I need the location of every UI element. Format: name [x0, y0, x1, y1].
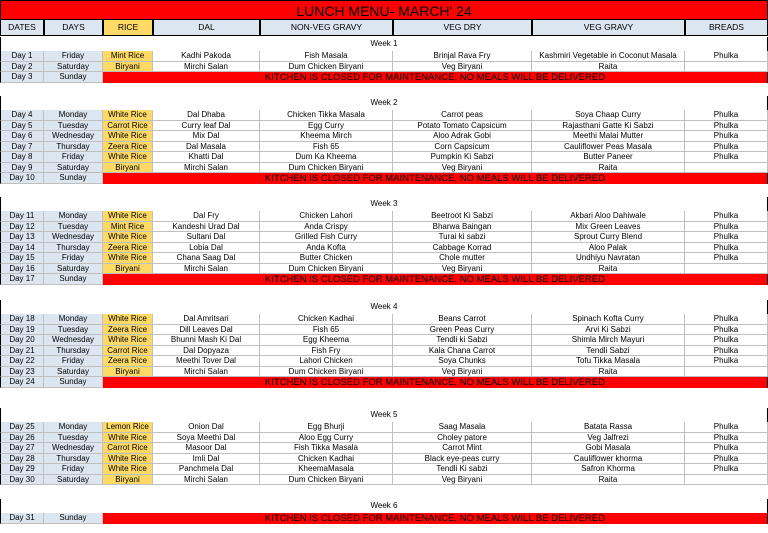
nonveg-cell: Dum Chicken Biryani: [260, 264, 393, 275]
date-cell: Day 15: [0, 253, 44, 264]
vegdry-cell: Brinjal Rava Fry: [393, 51, 532, 62]
day-cell: Monday: [44, 422, 103, 433]
nonveg-cell: Anda Crispy: [260, 222, 393, 233]
date-cell: Day 29: [0, 464, 44, 475]
bread-cell: [685, 163, 768, 174]
bread-cell: Phulka: [685, 131, 768, 142]
nonveg-cell: Butter Chicken: [260, 253, 393, 264]
bread-cell: Phulka: [685, 232, 768, 243]
veggravy-cell: Kashmiri Vegetable in Coconut Masala: [532, 51, 685, 62]
nonveg-cell: Fish Masala: [260, 51, 393, 62]
nonveg-cell: Dum Chicken Biryani: [260, 62, 393, 73]
day-cell: Thursday: [44, 346, 103, 357]
table-row: [0, 51, 768, 62]
dal-cell: Mirchi Salan: [153, 163, 260, 174]
veggravy-cell: Soya Chaap Curry: [532, 110, 685, 121]
bread-cell: Phulka: [685, 346, 768, 357]
dal-cell: Mirchi Salan: [153, 367, 260, 378]
table-row: [0, 152, 768, 163]
day-cell: Monday: [44, 110, 103, 121]
dal-cell: Chana Saag Dal: [153, 253, 260, 264]
dal-cell: Dal Dhaba: [153, 110, 260, 121]
rice-cell: White Rice: [103, 464, 153, 475]
dal-cell: Soya Meethi Dal: [153, 433, 260, 444]
table-row: [0, 325, 768, 336]
table-row: [0, 72, 768, 83]
rice-cell: Zeera Rice: [103, 243, 153, 254]
date-cell: Day 19: [0, 325, 44, 336]
column-header-nonveg: NON-VEG GRAVY: [260, 20, 393, 36]
column-header-dal: DAL: [153, 20, 260, 36]
nonveg-cell: Kheema Mirch: [260, 131, 393, 142]
table-row: [0, 62, 768, 73]
day-cell: Saturday: [44, 264, 103, 275]
table-row: [0, 335, 768, 346]
dal-cell: Dal Dopyaza: [153, 346, 260, 357]
bread-cell: Phulka: [685, 314, 768, 325]
bread-cell: Phulka: [685, 464, 768, 475]
week-label: Week 6: [0, 499, 768, 513]
nonveg-cell: Dum Chicken Biryani: [260, 475, 393, 486]
nonveg-cell: Chicken Kadhai: [260, 314, 393, 325]
bread-cell: [685, 264, 768, 275]
rice-cell: Zeera Rice: [103, 142, 153, 153]
dal-cell: Lobia Dal: [153, 243, 260, 254]
vegdry-cell: Aloo Adrak Gobi: [393, 131, 532, 142]
table-row: [0, 356, 768, 367]
day-cell: Sunday: [44, 513, 103, 524]
veggravy-cell: Sprout Curry Blend: [532, 232, 685, 243]
day-cell: Sunday: [44, 72, 103, 83]
nonveg-cell: Dum Chicken Biryani: [260, 163, 393, 174]
table-row: [0, 243, 768, 254]
day-cell: Tuesday: [44, 325, 103, 336]
veggravy-cell: Raita: [532, 163, 685, 174]
dal-cell: Khatti Dal: [153, 152, 260, 163]
bread-cell: Phulka: [685, 51, 768, 62]
bread-cell: Phulka: [685, 142, 768, 153]
vegdry-cell: Veg Biryani: [393, 367, 532, 378]
date-cell: Day 26: [0, 433, 44, 444]
vegdry-cell: Kala Chana Carrot: [393, 346, 532, 357]
week-label: Week 4: [0, 300, 768, 314]
nonveg-cell: Lahori Chicken: [260, 356, 393, 367]
vegdry-cell: Black eye-peas curry: [393, 454, 532, 465]
vegdry-cell: Potato Tomato Capsicum: [393, 121, 532, 132]
table-row: [0, 110, 768, 121]
nonveg-cell: Dum Ka Kheema: [260, 152, 393, 163]
bread-cell: Phulka: [685, 422, 768, 433]
date-cell: Day 28: [0, 454, 44, 465]
column-header-date: DATES: [0, 20, 44, 36]
veggravy-cell: Cauliflower Peas Masala: [532, 142, 685, 153]
column-header-bread: BREADS: [685, 20, 768, 36]
table-row: [0, 142, 768, 153]
table-row: [0, 211, 768, 222]
dal-cell: Dal Amritsari: [153, 314, 260, 325]
dal-cell: Bhunni Mash Ki Dal: [153, 335, 260, 346]
veggravy-cell: Shimla Mirch Mayuri: [532, 335, 685, 346]
day-cell: Thursday: [44, 243, 103, 254]
veggravy-cell: Meethi Malai Mutter: [532, 131, 685, 142]
veggravy-cell: Tendli Sabzi: [532, 346, 685, 357]
vegdry-cell: Soya Chunks: [393, 356, 532, 367]
bread-cell: Phulka: [685, 443, 768, 454]
date-cell: Day 2: [0, 62, 44, 73]
table-row: [0, 464, 768, 475]
table-row: [0, 121, 768, 132]
bread-cell: Phulka: [685, 433, 768, 444]
dal-cell: Mirchi Salan: [153, 475, 260, 486]
date-cell: Day 20: [0, 335, 44, 346]
day-cell: Friday: [44, 464, 103, 475]
rice-cell: White Rice: [103, 335, 153, 346]
table-row: [0, 454, 768, 465]
veggravy-cell: Mix Green Leaves: [532, 222, 685, 233]
veggravy-cell: Spinach Kofta Curry: [532, 314, 685, 325]
day-cell: Friday: [44, 356, 103, 367]
veggravy-cell: Raita: [532, 264, 685, 275]
dal-cell: Masoor Dal: [153, 443, 260, 454]
date-cell: Day 1: [0, 51, 44, 62]
vegdry-cell: Green Peas Curry: [393, 325, 532, 336]
date-cell: Day 25: [0, 422, 44, 433]
closed-notice: KITCHEN IS CLOSED FOR MAINTENANCE, NO MEALS WILL BE DELIVERED: [103, 72, 768, 83]
nonveg-cell: Chicken Tikka Masala: [260, 110, 393, 121]
vegdry-cell: Veg Biryani: [393, 264, 532, 275]
day-cell: Wednesday: [44, 232, 103, 243]
day-cell: Friday: [44, 253, 103, 264]
nonveg-cell: Egg Kheema: [260, 335, 393, 346]
veggravy-cell: Akbari Aloo Dahiwale: [532, 211, 685, 222]
closed-notice: KITCHEN IS CLOSED FOR MAINTENANCE, NO MEALS WILL BE DELIVERED: [103, 274, 768, 285]
vegdry-cell: Veg Biryani: [393, 475, 532, 486]
nonveg-cell: KheemaMasala: [260, 464, 393, 475]
vegdry-cell: Turai ki sabzi: [393, 232, 532, 243]
dal-cell: Dal Masala: [153, 142, 260, 153]
date-cell: Day 17: [0, 274, 44, 285]
nonveg-cell: Grilled Fish Curry: [260, 232, 393, 243]
day-cell: Friday: [44, 152, 103, 163]
dal-cell: Mirchi Salan: [153, 264, 260, 275]
rice-cell: Carrot Rice: [103, 346, 153, 357]
vegdry-cell: Pumpkin Ki Sabzi: [393, 152, 532, 163]
dal-cell: Mirchi Salan: [153, 62, 260, 73]
nonveg-cell: Anda Kofta: [260, 243, 393, 254]
bread-cell: Phulka: [685, 152, 768, 163]
vegdry-cell: Carrot Mint: [393, 443, 532, 454]
nonveg-cell: Fish Fry: [260, 346, 393, 357]
bread-cell: Phulka: [685, 211, 768, 222]
vegdry-cell: Beans Carrot: [393, 314, 532, 325]
nonveg-cell: Fish 65: [260, 325, 393, 336]
column-header-vegdry: VEG DRY: [393, 20, 532, 36]
rice-cell: Carrot Rice: [103, 443, 153, 454]
nonveg-cell: Egg Curry: [260, 121, 393, 132]
rice-cell: White Rice: [103, 454, 153, 465]
week-label: Week 2: [0, 96, 768, 110]
closed-notice: KITCHEN IS CLOSED FOR MAINTENANCE, NO MEALS WILL BE DELIVERED: [103, 377, 768, 388]
bread-cell: Phulka: [685, 243, 768, 254]
rice-cell: Biryani: [103, 367, 153, 378]
veggravy-cell: Safron Khorma: [532, 464, 685, 475]
date-cell: Day 9: [0, 163, 44, 174]
date-cell: Day 31: [0, 513, 44, 524]
veggravy-cell: Cauliflower khorma: [532, 454, 685, 465]
rice-cell: White Rice: [103, 433, 153, 444]
rice-cell: Mint Rice: [103, 51, 153, 62]
closed-notice: KITCHEN IS CLOSED FOR MAINTENANCE, NO MEALS WILL BE DELIVERED: [103, 173, 768, 184]
dal-cell: Mix Dal: [153, 131, 260, 142]
nonveg-cell: Egg Bhurji: [260, 422, 393, 433]
date-cell: Day 21: [0, 346, 44, 357]
table-row: [0, 367, 768, 378]
week-label: Week 3: [0, 197, 768, 211]
date-cell: Day 10: [0, 173, 44, 184]
dal-cell: Sultani Dal: [153, 232, 260, 243]
rice-cell: Lemon Rice: [103, 422, 153, 433]
dal-cell: Dal Fry: [153, 211, 260, 222]
dal-cell: Kandeshi Urad Dal: [153, 222, 260, 233]
table-row: [0, 232, 768, 243]
rice-cell: White Rice: [103, 152, 153, 163]
bread-cell: Phulka: [685, 110, 768, 121]
bread-cell: Phulka: [685, 121, 768, 132]
table-row: [0, 422, 768, 433]
vegdry-cell: Choley patore: [393, 433, 532, 444]
day-cell: Sunday: [44, 173, 103, 184]
day-cell: Friday: [44, 51, 103, 62]
day-cell: Sunday: [44, 377, 103, 388]
dal-cell: Meethi Tover Dal: [153, 356, 260, 367]
rice-cell: Zeera Rice: [103, 356, 153, 367]
date-cell: Day 27: [0, 443, 44, 454]
bread-cell: Phulka: [685, 454, 768, 465]
veggravy-cell: Undhiyu Navratan: [532, 253, 685, 264]
rice-cell: Mint Rice: [103, 222, 153, 233]
day-cell: Tuesday: [44, 433, 103, 444]
nonveg-cell: Chicken Lahori: [260, 211, 393, 222]
bread-cell: Phulka: [685, 325, 768, 336]
veggravy-cell: Arvi Ki Sabzi: [532, 325, 685, 336]
rice-cell: Biryani: [103, 475, 153, 486]
date-cell: Day 5: [0, 121, 44, 132]
rice-cell: White Rice: [103, 110, 153, 121]
table-row: [0, 131, 768, 142]
vegdry-cell: Tendli Ki sabzi: [393, 464, 532, 475]
day-cell: Thursday: [44, 142, 103, 153]
table-row: [0, 443, 768, 454]
table-row: [0, 377, 768, 388]
rice-cell: Carrot Rice: [103, 121, 153, 132]
date-cell: Day 16: [0, 264, 44, 275]
nonveg-cell: Fish Tikka Masala: [260, 443, 393, 454]
table-row: [0, 264, 768, 275]
date-cell: Day 22: [0, 356, 44, 367]
table-row: [0, 163, 768, 174]
table-row: [0, 513, 768, 524]
date-cell: Day 24: [0, 377, 44, 388]
date-cell: Day 13: [0, 232, 44, 243]
table-row: [0, 173, 768, 184]
bread-cell: Phulka: [685, 356, 768, 367]
closed-notice: KITCHEN IS CLOSED FOR MAINTENANCE, NO MEALS WILL BE DELIVERED: [103, 513, 768, 524]
veggravy-cell: Butter Paneer: [532, 152, 685, 163]
column-header-rice: RICE: [103, 20, 153, 36]
bread-cell: Phulka: [685, 253, 768, 264]
day-cell: Thursday: [44, 454, 103, 465]
rice-cell: White Rice: [103, 253, 153, 264]
veggravy-cell: Rajasthani Gatte Ki Sabzi: [532, 121, 685, 132]
veggravy-cell: Gobi Masala: [532, 443, 685, 454]
bread-cell: [685, 367, 768, 378]
veggravy-cell: Raita: [532, 62, 685, 73]
dal-cell: Curry leaf Dal: [153, 121, 260, 132]
column-header-veggravy: VEG GRAVY: [532, 20, 685, 36]
vegdry-cell: Beetroot Ki Sabzi: [393, 211, 532, 222]
day-cell: Saturday: [44, 367, 103, 378]
date-cell: Day 11: [0, 211, 44, 222]
vegdry-cell: Veg Biryani: [393, 163, 532, 174]
table-row: [0, 274, 768, 285]
vegdry-cell: Carrot peas: [393, 110, 532, 121]
veggravy-cell: Tofu Tikka Masala: [532, 356, 685, 367]
date-cell: Day 18: [0, 314, 44, 325]
date-cell: Day 8: [0, 152, 44, 163]
date-cell: Day 14: [0, 243, 44, 254]
rice-cell: White Rice: [103, 232, 153, 243]
table-row: [0, 433, 768, 444]
veggravy-cell: Raita: [532, 367, 685, 378]
rice-cell: Biryani: [103, 62, 153, 73]
table-row: [0, 222, 768, 233]
dal-cell: Dill Leaves Dal: [153, 325, 260, 336]
date-cell: Day 23: [0, 367, 44, 378]
column-header-day: DAYS: [44, 20, 103, 36]
date-cell: Day 12: [0, 222, 44, 233]
day-cell: Sunday: [44, 274, 103, 285]
nonveg-cell: Fish 65: [260, 142, 393, 153]
day-cell: Wednesday: [44, 443, 103, 454]
day-cell: Saturday: [44, 475, 103, 486]
veggravy-cell: Raita: [532, 475, 685, 486]
rice-cell: White Rice: [103, 211, 153, 222]
veggravy-cell: Batata Rassa: [532, 422, 685, 433]
day-cell: Saturday: [44, 163, 103, 174]
vegdry-cell: Cabbage Korrad: [393, 243, 532, 254]
day-cell: Tuesday: [44, 222, 103, 233]
vegdry-cell: Bharwa Baingan: [393, 222, 532, 233]
week-label: Week 5: [0, 408, 768, 422]
day-cell: Monday: [44, 314, 103, 325]
table-row: [0, 475, 768, 486]
date-cell: Day 7: [0, 142, 44, 153]
bread-cell: Phulka: [685, 222, 768, 233]
nonveg-cell: Aloo Egg Curry: [260, 433, 393, 444]
bread-cell: [685, 475, 768, 486]
menu-title: LUNCH MENU- MARCH' 24: [0, 0, 768, 20]
rice-cell: Zeera Rice: [103, 325, 153, 336]
vegdry-cell: Tendli ki Sabzi: [393, 335, 532, 346]
bread-cell: [685, 62, 768, 73]
rice-cell: White Rice: [103, 314, 153, 325]
rice-cell: Biryani: [103, 264, 153, 275]
table-row: [0, 346, 768, 357]
dal-cell: Onion Dal: [153, 422, 260, 433]
nonveg-cell: Dum Chicken Biryani: [260, 367, 393, 378]
vegdry-cell: Saag Masala: [393, 422, 532, 433]
day-cell: Tuesday: [44, 121, 103, 132]
vegdry-cell: Veg Biryani: [393, 62, 532, 73]
veggravy-cell: Veg Jalfrezi: [532, 433, 685, 444]
rice-cell: White Rice: [103, 131, 153, 142]
vegdry-cell: Chole mutter: [393, 253, 532, 264]
date-cell: Day 6: [0, 131, 44, 142]
date-cell: Day 4: [0, 110, 44, 121]
veggravy-cell: Aloo Palak: [532, 243, 685, 254]
bread-cell: Phulka: [685, 335, 768, 346]
day-cell: Wednesday: [44, 131, 103, 142]
date-cell: Day 3: [0, 72, 44, 83]
nonveg-cell: Chicken Kadhai: [260, 454, 393, 465]
dal-cell: Imli Dal: [153, 454, 260, 465]
dal-cell: Panchmela Dal: [153, 464, 260, 475]
date-cell: Day 30: [0, 475, 44, 486]
table-row: [0, 314, 768, 325]
day-cell: Saturday: [44, 62, 103, 73]
day-cell: Wednesday: [44, 335, 103, 346]
dal-cell: Kadhi Pakoda: [153, 51, 260, 62]
week-label: Week 1: [0, 37, 768, 51]
day-cell: Monday: [44, 211, 103, 222]
rice-cell: Biryani: [103, 163, 153, 174]
table-row: [0, 253, 768, 264]
vegdry-cell: Corn Capsicum: [393, 142, 532, 153]
